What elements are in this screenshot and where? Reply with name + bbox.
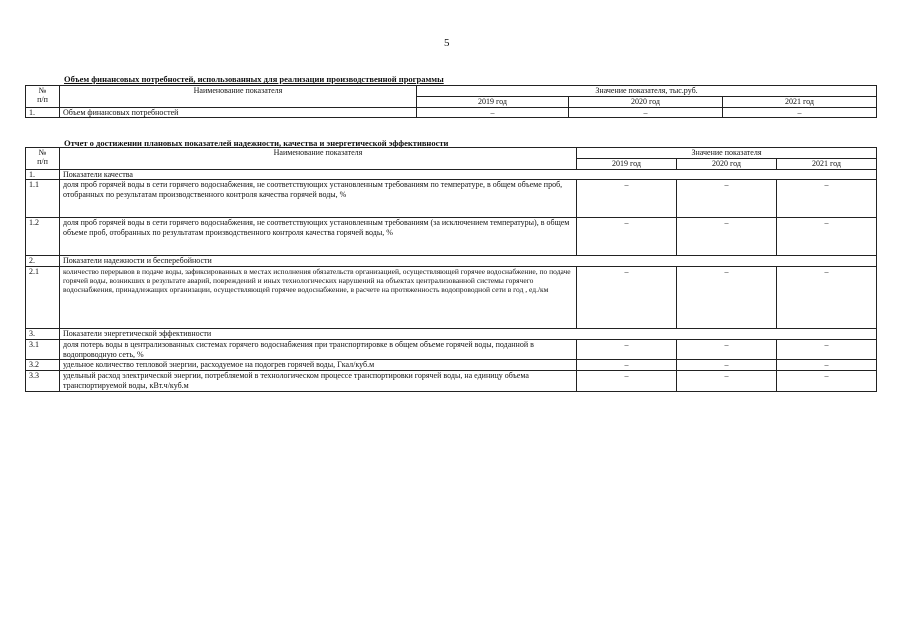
- table-row: [26, 180, 877, 218]
- table-row: [26, 360, 877, 371]
- financial-header-row: [26, 86, 877, 97]
- financial-table: [25, 85, 877, 118]
- row-name: доля проб горячей воды в сети горячего водоснабжения, не соответствующих установленным требованиям (за исключением температуры), в общем объеме проб, отобранных по результатам производственного контроля качества горячей воды, %: [60, 218, 577, 256]
- year-header: 2020 год: [677, 158, 777, 169]
- col-value-header: Значение показателя, тыс.руб.: [417, 86, 877, 97]
- row-group-name: Показатели надежности и бесперебойности: [60, 256, 877, 267]
- row-num: 3.2: [26, 360, 60, 371]
- row-value: –: [577, 180, 677, 218]
- row-name: удельный расход электрической энергии, потребляемой в технологическом процессе транспортировки горячей воды, на единицу объема транспортируемой воды, кВт.ч/куб.м: [60, 371, 577, 392]
- row-num: 3.1: [26, 339, 60, 360]
- reliability-section-title: Отчет о достижении плановых показателей надежности, качества и энергетической эффективности: [64, 138, 449, 148]
- row-value: –: [677, 339, 777, 360]
- row-value: –: [577, 360, 677, 371]
- row-num: 3.: [26, 329, 60, 340]
- table-row: [26, 339, 877, 360]
- row-group-name: Показатели качества: [60, 169, 877, 180]
- row-name: доля проб горячей воды в сети горячего водоснабжения, не соответствующих установленным требованиям по температуре, в общем объеме проб, отобранных по результатам производственного контроля качества горячей воды, %: [60, 180, 577, 218]
- table-row: [26, 256, 877, 267]
- table-row: [26, 371, 877, 392]
- row-num: 1.: [26, 169, 60, 180]
- reliability-table: [25, 147, 877, 392]
- row-name: доля потерь воды в централизованных системах горячего водоснабжения при транспортировке в общем объеме горячей воды, поданной в водопроводную сеть, %: [60, 339, 577, 360]
- row-value: –: [417, 107, 569, 118]
- row-name: Объем финансовых потребностей: [60, 107, 417, 118]
- row-name: количество перерывов в подаче воды, зафиксированных в местах исполнения обязательств организацией, осуществляющей горячее водоснабжение, по подаче горячей воды, возникших в результате аварий, повреждений и иных технологических нарушений на объектах централизованной системы горячего водоснабжения, принадлежащих организации, осуществляющей горячее водоснабжение, в расчете на протяженность водопроводной сети в год , ед./км: [60, 267, 577, 329]
- row-value: –: [777, 339, 877, 360]
- row-value: –: [577, 218, 677, 256]
- row-num: 1.: [26, 107, 60, 118]
- row-num: 2.: [26, 256, 60, 267]
- reliability-header-row: [26, 148, 877, 159]
- row-num: 1.1: [26, 180, 60, 218]
- row-value: –: [777, 267, 877, 329]
- page-number: 5: [444, 37, 450, 49]
- financial-section-title: Объем финансовых потребностей, использованных для реализации производственной программы: [64, 74, 444, 84]
- col-name-header: Наименование показателя: [60, 148, 577, 170]
- row-value: –: [677, 267, 777, 329]
- row-name: удельное количество тепловой энергии, расходуемое на подогрев горячей воды, Гкал/куб.м: [60, 360, 577, 371]
- year-header: 2021 год: [777, 158, 877, 169]
- row-value: –: [723, 107, 877, 118]
- table-row: [26, 218, 877, 256]
- row-value: –: [777, 371, 877, 392]
- table-row: [26, 107, 877, 118]
- year-header: 2019 год: [417, 96, 569, 107]
- row-num: 1.2: [26, 218, 60, 256]
- row-num: 3.3: [26, 371, 60, 392]
- col-num-header: № п/п: [26, 148, 60, 170]
- row-value: –: [677, 360, 777, 371]
- col-num-header: № п/п: [26, 86, 60, 108]
- row-value: –: [677, 218, 777, 256]
- row-value: –: [577, 371, 677, 392]
- row-group-name: Показатели энергетической эффективности: [60, 329, 877, 340]
- table-row: [26, 169, 877, 180]
- row-value: –: [777, 218, 877, 256]
- year-header: 2021 год: [723, 96, 877, 107]
- row-value: –: [569, 107, 723, 118]
- col-value-header: Значение показателя: [577, 148, 877, 159]
- row-value: –: [677, 180, 777, 218]
- year-header: 2019 год: [577, 158, 677, 169]
- row-value: –: [677, 371, 777, 392]
- row-value: –: [577, 267, 677, 329]
- table-row: [26, 267, 877, 329]
- row-value: –: [777, 360, 877, 371]
- table-row: [26, 329, 877, 340]
- year-header: 2020 год: [569, 96, 723, 107]
- row-num: 2.1: [26, 267, 60, 329]
- row-value: –: [577, 339, 677, 360]
- col-name-header: Наименование показателя: [60, 86, 417, 108]
- row-value: –: [777, 180, 877, 218]
